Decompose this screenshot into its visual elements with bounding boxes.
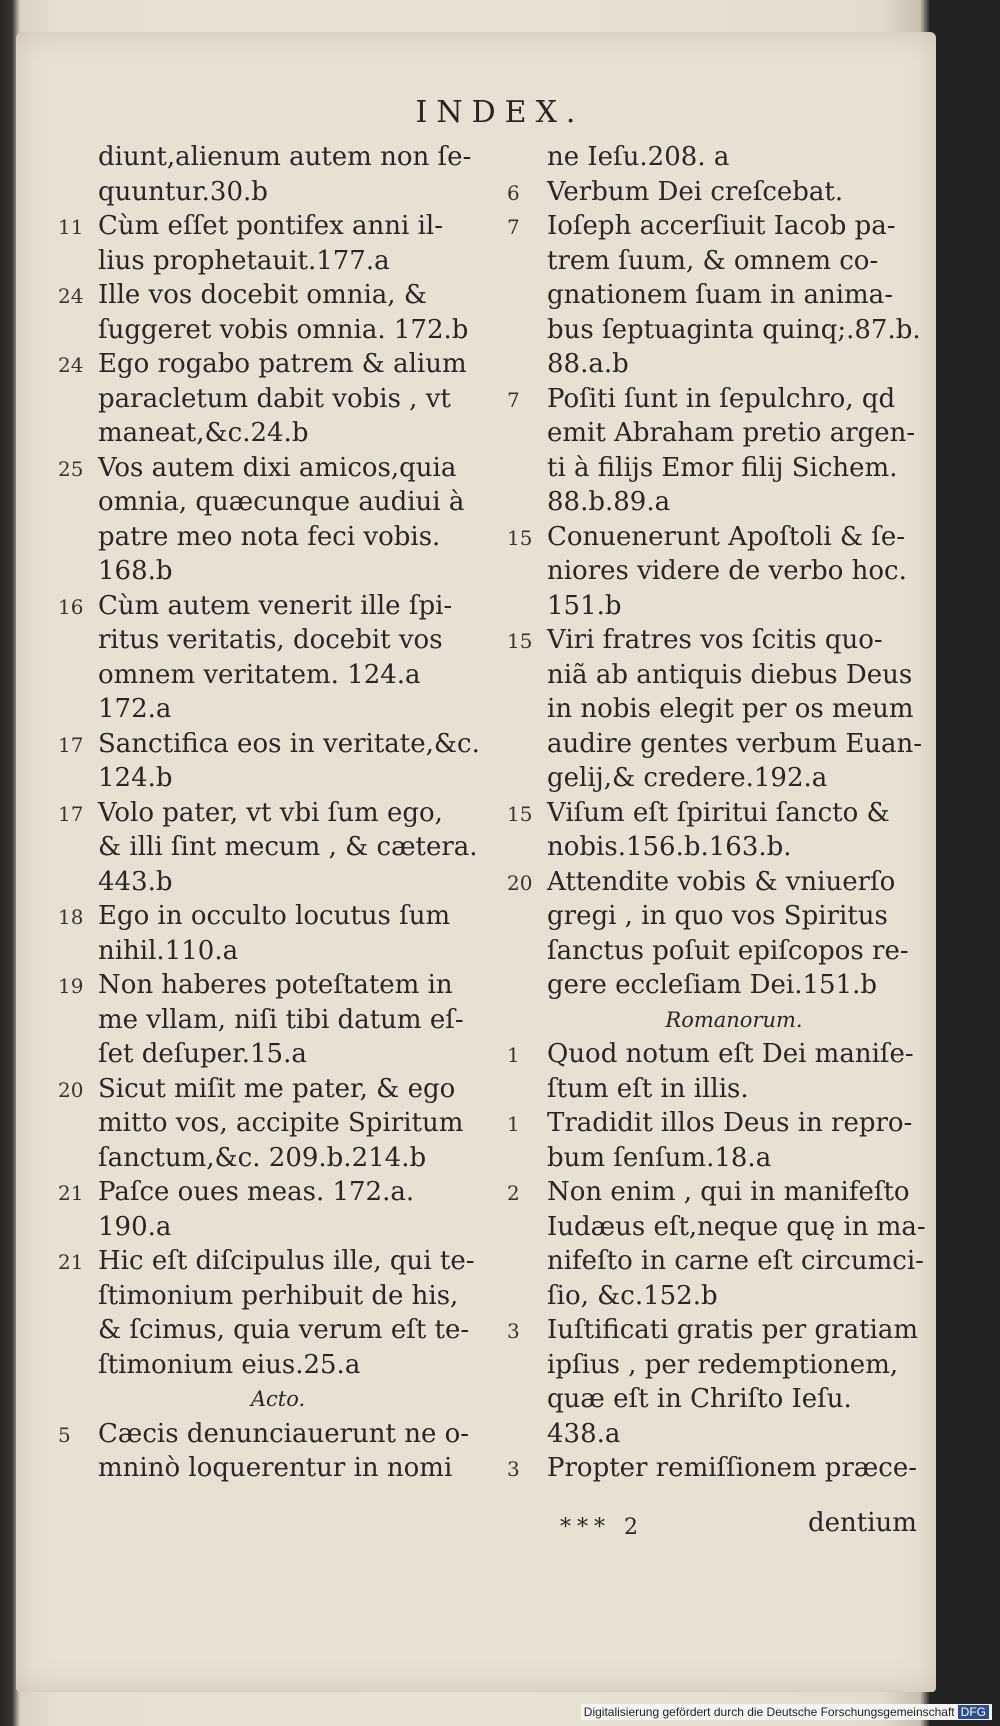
page-header: INDEX. [415, 95, 585, 130]
index-line [509, 1244, 959, 1279]
entry-text: ſtimonium eius.25.a [98, 1349, 361, 1380]
entry-text: Sanctifica eos in veritate,&c. [98, 728, 480, 759]
entry-text: Volo pater, vt vbi ſum ego, [98, 797, 443, 828]
entry-text: bum ſenſum.18.a [547, 1142, 772, 1173]
index-line [58, 140, 498, 175]
index-line [58, 1313, 498, 1348]
entry-text: nifeſto in carne eſt circumci- [547, 1246, 924, 1276]
entry-text: ſanctus poſuit epiſcopos re- [547, 935, 909, 966]
verse-number: 15 [507, 629, 533, 653]
entry-text: Ille vos docebit omnia, & [98, 280, 427, 310]
entry-text: ti à filijs Emor filij Sichem. [547, 452, 898, 483]
entry-text: omnia, quæcunque audiui à [98, 487, 465, 517]
index-line [509, 140, 959, 175]
entry-text: 168.b [98, 556, 173, 586]
index-line [58, 175, 498, 210]
entry-text: bus ſeptuaginta quinq;.87.b. [547, 314, 921, 345]
entry-text: Verbum Dei creſcebat. [547, 176, 844, 207]
verse-number: 17 [58, 732, 84, 757]
index-line [58, 244, 498, 279]
index-line [58, 1037, 498, 1072]
entry-text: 443.b [98, 866, 173, 897]
entry-text: nobis.156.b.163.b. [547, 832, 792, 862]
index-line [58, 520, 498, 555]
entry-text: 190.a [98, 1211, 172, 1242]
entry-text: Iudæus eſt,neque quę in ma- [547, 1211, 926, 1242]
verse-number: 16 [58, 594, 84, 619]
entry-text: quæ eſt in Chriſto Ieſu. [547, 1384, 852, 1414]
entry-text: diunt,alienum autem non ſe- [98, 142, 472, 172]
catchword: dentium [808, 1508, 917, 1538]
entry-text: me vllam, niſi tibi datum eſ- [98, 1004, 464, 1035]
index-line [509, 761, 959, 796]
index-line [509, 658, 959, 693]
entry-text: ſanctum,&c. 209.b.214.b [98, 1142, 427, 1173]
entry-text: 124.b [98, 763, 173, 793]
digitization-credit [581, 1704, 992, 1720]
entry-text: niã ab antiquis diebus Deus [547, 659, 913, 690]
verse-number: 20 [507, 870, 533, 895]
index-line [58, 1175, 498, 1210]
entry-text: Vos autem dixi amicos,quia [98, 452, 457, 483]
verse-number: 2 [507, 1181, 520, 1205]
entry-text: 88.b.89.a [547, 487, 671, 517]
verse-number: 11 [58, 215, 84, 239]
index-line [509, 899, 959, 934]
entry-text: quuntur.30.b [98, 176, 268, 207]
index-line [58, 796, 498, 831]
verse-number: 21 [58, 1181, 84, 1205]
index-line [58, 451, 498, 486]
index-line [58, 761, 498, 796]
index-line [58, 727, 498, 762]
left-column [58, 140, 498, 1486]
index-line [509, 1072, 959, 1107]
verse-number: 7 [507, 387, 520, 412]
index-line [58, 278, 498, 313]
index-line [58, 1417, 498, 1452]
index-line [58, 1244, 498, 1279]
entry-text: 438.a [547, 1418, 621, 1449]
verse-number: 20 [58, 1077, 84, 1102]
entry-text: mitto vos, accipite Spiritum [98, 1108, 464, 1138]
entry-text: Paſce oues meas. 172.a. [98, 1177, 415, 1207]
index-line [58, 623, 498, 658]
index-line [509, 1417, 959, 1452]
index-line [509, 727, 959, 762]
entry-text: Non haberes poteſtatem in [98, 970, 453, 1000]
entry-text: niores videre de verbo hoc. [547, 556, 907, 586]
entry-text: Iuſtificati gratis per gratiam [547, 1315, 918, 1345]
verse-number: 24 [58, 284, 84, 308]
verse-number: 1 [507, 1043, 520, 1067]
entry-text: in nobis elegit per os meum [547, 694, 914, 724]
entry-text: Sicut miſit me pater, & ego [98, 1073, 456, 1104]
entry-text: patre meo nota feci vobis. [98, 521, 441, 552]
index-line [58, 209, 498, 244]
index-line [509, 485, 959, 520]
index-line [58, 968, 498, 1003]
index-line [58, 1003, 498, 1038]
index-line [509, 865, 959, 900]
index-line [58, 1382, 498, 1417]
index-line [509, 1313, 959, 1348]
index-line [509, 1279, 959, 1314]
entry-text: mninò loquerentur in nomi [98, 1453, 453, 1483]
verse-number: 3 [507, 1319, 520, 1343]
index-line [509, 278, 959, 313]
entry-text: gregi , in quo vos Spiritus [547, 901, 888, 931]
verse-number: 25 [58, 456, 84, 481]
index-line [509, 382, 959, 417]
index-line [509, 692, 959, 727]
index-line [509, 934, 959, 969]
entry-text: ſuggeret vobis omnia. 172.b [98, 314, 469, 345]
entry-text: & illi ſint mecum , & cætera. [98, 832, 478, 862]
entry-text: audire gentes verbum Euan- [547, 728, 923, 759]
signature-mark: *** 2 [560, 1515, 644, 1540]
verse-number: 19 [58, 974, 84, 998]
index-line [58, 692, 498, 727]
verse-number: 15 [507, 525, 533, 550]
entry-text: Tradidit illos Deus in repro- [547, 1108, 913, 1138]
index-line [58, 382, 498, 417]
entry-text: Poſiti ſunt in ſepulchro, qd [547, 383, 896, 414]
index-line [509, 1382, 959, 1417]
index-line [58, 899, 498, 934]
index-line [509, 416, 959, 451]
index-line [509, 1451, 959, 1486]
index-line [509, 1106, 959, 1141]
section-heading: Acto. [250, 1387, 306, 1411]
verse-number: 24 [58, 353, 84, 377]
index-line [58, 1348, 498, 1383]
entry-text: Non enim , qui in manifeſto [547, 1177, 910, 1207]
index-line [58, 589, 498, 624]
index-line [509, 347, 959, 382]
entry-text: Ioſeph accerſiuit Iacob pa- [547, 211, 896, 241]
entry-text: 151.b [547, 590, 622, 621]
entry-text: Cùm eſſet pontifex anni il- [98, 211, 444, 241]
index-line [58, 830, 498, 865]
index-line [509, 1141, 959, 1176]
index-line [509, 244, 959, 279]
entry-text: paracletum dabit vobis , vt [98, 383, 451, 414]
index-line [509, 1348, 959, 1383]
entry-text: Propter remiſſionem præce- [547, 1453, 918, 1483]
entry-text: maneat,&c.24.b [98, 418, 309, 448]
entry-text: ſet deſuper.15.a [98, 1039, 307, 1069]
index-line [509, 520, 959, 555]
index-line [58, 658, 498, 693]
index-line [509, 554, 959, 589]
entry-text: ne Ieſu.208. a [547, 142, 730, 172]
entry-text: 172.a [98, 694, 172, 724]
credit-text: Digitalisierung gefördert durch die Deutsche Forschungsgemeinschaft [583, 1705, 955, 1719]
index-line [509, 451, 959, 486]
verse-number: 21 [58, 1250, 84, 1274]
verse-number: 17 [58, 801, 84, 826]
index-line [509, 1210, 959, 1245]
entry-text: 88.a.b [547, 349, 629, 379]
verse-number: 1 [507, 1112, 520, 1136]
index-line [58, 1072, 498, 1107]
index-line [509, 589, 959, 624]
entry-text: nihil.110.a [98, 935, 239, 966]
entry-text: ſtum eſt in illis. [547, 1073, 749, 1104]
index-line [509, 623, 959, 658]
section-heading: Romanorum. [665, 1007, 803, 1032]
entry-text: Ego rogabo patrem & alium [98, 349, 467, 379]
entry-text: gere eccleſiam Dei.151.b [547, 970, 878, 1000]
entry-text: & ſcimus, quia verum eſt te- [98, 1315, 470, 1345]
entry-text: ſio, &c.152.b [547, 1280, 718, 1311]
index-line [509, 968, 959, 1003]
index-line [509, 796, 959, 831]
entry-text: Viſum eſt ſpiritui ſancto & [547, 797, 890, 828]
index-line [58, 1141, 498, 1176]
entry-text: emit Abraham pretio argen- [547, 418, 916, 448]
index-line [58, 1279, 498, 1314]
entry-text: Cùm autem venerit ille ſpi- [98, 590, 453, 621]
entry-text: Attendite vobis & vniuerſo [547, 866, 896, 897]
entry-text: Hic eſt diſcipulus ille, qui te- [98, 1246, 475, 1276]
verse-number: 3 [507, 1457, 520, 1481]
index-line [58, 485, 498, 520]
entry-text: Viri fratres vos ſcitis quo- [547, 625, 883, 655]
index-line [509, 175, 959, 210]
dfg-logo: DFG [958, 1705, 989, 1719]
entry-text: omnem veritatem. 124.a [98, 659, 421, 690]
entry-text: Conuenerunt Apoſtoli & ſe- [547, 521, 906, 552]
index-line [509, 1003, 959, 1038]
entry-text: Cæcis denunciauerunt ne o- [98, 1418, 470, 1449]
verse-number: 18 [58, 905, 84, 929]
index-line [58, 347, 498, 382]
verse-number: 6 [507, 180, 520, 205]
index-line [58, 1106, 498, 1141]
index-line [58, 1451, 498, 1486]
entry-text: Quod notum eſt Dei maniſe- [547, 1039, 914, 1069]
index-line [509, 830, 959, 865]
entry-text: ſtimonium perhibuit de his, [98, 1280, 459, 1311]
entry-text: lius prophetauit.177.a [98, 245, 390, 276]
index-line [509, 209, 959, 244]
index-line [58, 865, 498, 900]
verse-number: 7 [507, 215, 520, 239]
index-line [509, 313, 959, 348]
index-line [58, 554, 498, 589]
entry-text: trem ſuum, & omnem co- [547, 245, 879, 276]
verse-number: 15 [507, 801, 533, 826]
index-line [509, 1037, 959, 1072]
index-line [58, 934, 498, 969]
entry-text: ipſius , per redemptionem, [547, 1349, 899, 1380]
right-column [509, 140, 959, 1486]
entry-text: Ego in occulto locutus ſum [98, 901, 451, 931]
index-line [58, 416, 498, 451]
index-line [58, 1210, 498, 1245]
entry-text: gelij,& credere.192.a [547, 763, 828, 793]
entry-text: ritus veritatis, docebit vos [98, 625, 443, 655]
index-line [509, 1175, 959, 1210]
verse-number: 5 [58, 1422, 71, 1447]
entry-text: gnationem ſuam in anima- [547, 280, 893, 310]
index-line [58, 313, 498, 348]
